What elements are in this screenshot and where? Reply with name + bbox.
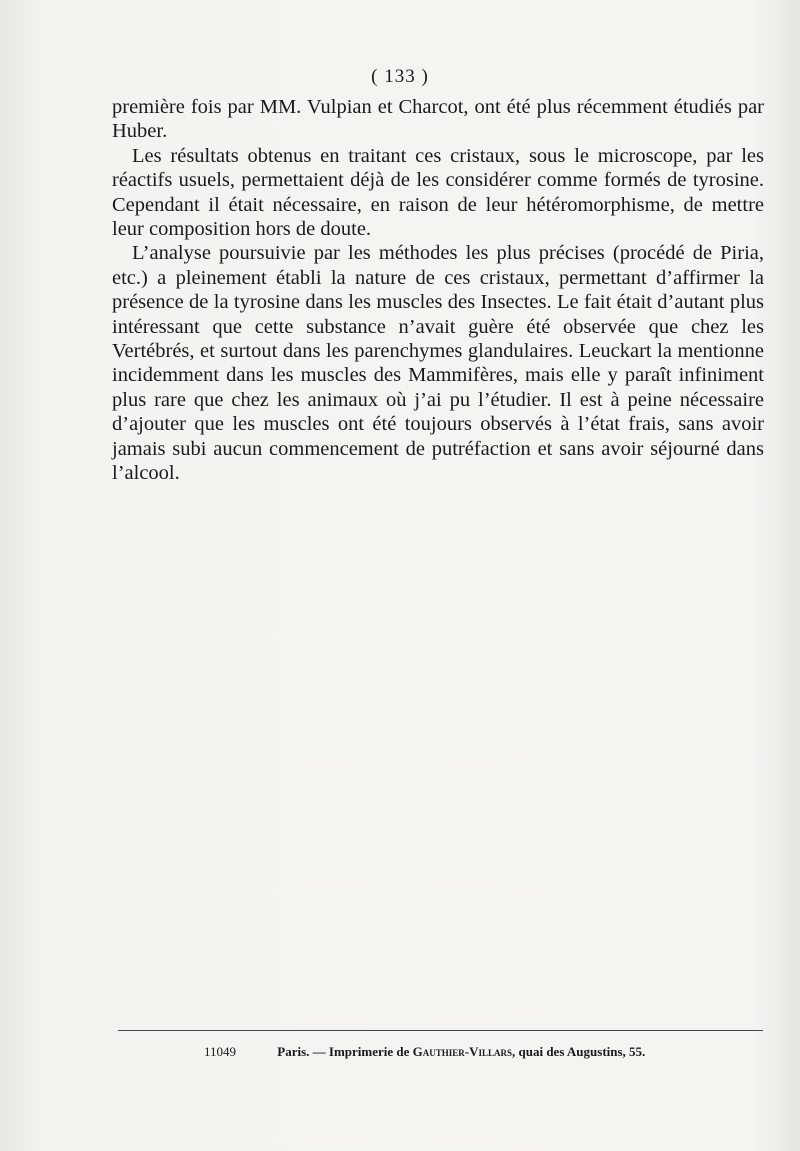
printer-name: Gauthier-Villars: [412, 1044, 512, 1059]
print-job-number: 11049: [204, 1044, 237, 1059]
paragraph-analysis: L’analyse poursuivie par les méthodes les plus précises (procédé de Piria, etc.) a pleinement établi la nature de ces cristaux, permettant d’affirmer la présence de la tyrosine dans les muscles des Insectes. Le fait était d’autant plus intéressant que cette substance n’avait guère été observée que chez les Vertébrés, et surtout dans les parenchymes glandulaires. Leuckart la mentionne incidemment dans les muscles des Mammifères, mais elle y paraît infiniment plus rare que chez les animaux où j’ai pu l’étudier. Il est à peine nécessaire d’ajouter que les muscles ont été toujours observés à l’état frais, sans avoir jamais subi aucun commencement de putréfaction et sans avoir séjourné dans l’alcool.: [112, 242, 764, 485]
footer-rule: [118, 1030, 763, 1031]
page-number: ( 133 ): [371, 66, 429, 87]
printer-address: , quai des Augustins, 55.: [512, 1044, 646, 1059]
printer-location: Paris. — Imprimerie de: [277, 1044, 410, 1059]
paragraph-results: Les résultats obtenus en traitant ces cristaux, sous le microscope, par les réactifs usuels, permettaient déjà de les considérer comme formés de tyrosine. Cependant il était nécessaire, en raison de leur hétéromorphisme, de mettre leur composition hors de doute.: [112, 144, 764, 241]
printer-footer: [204, 1044, 645, 1060]
body-text: [112, 95, 764, 486]
paragraph-continuation: première fois par MM. Vulpian et Charcot, ont été plus récemment étudiés par Huber.: [112, 96, 764, 143]
